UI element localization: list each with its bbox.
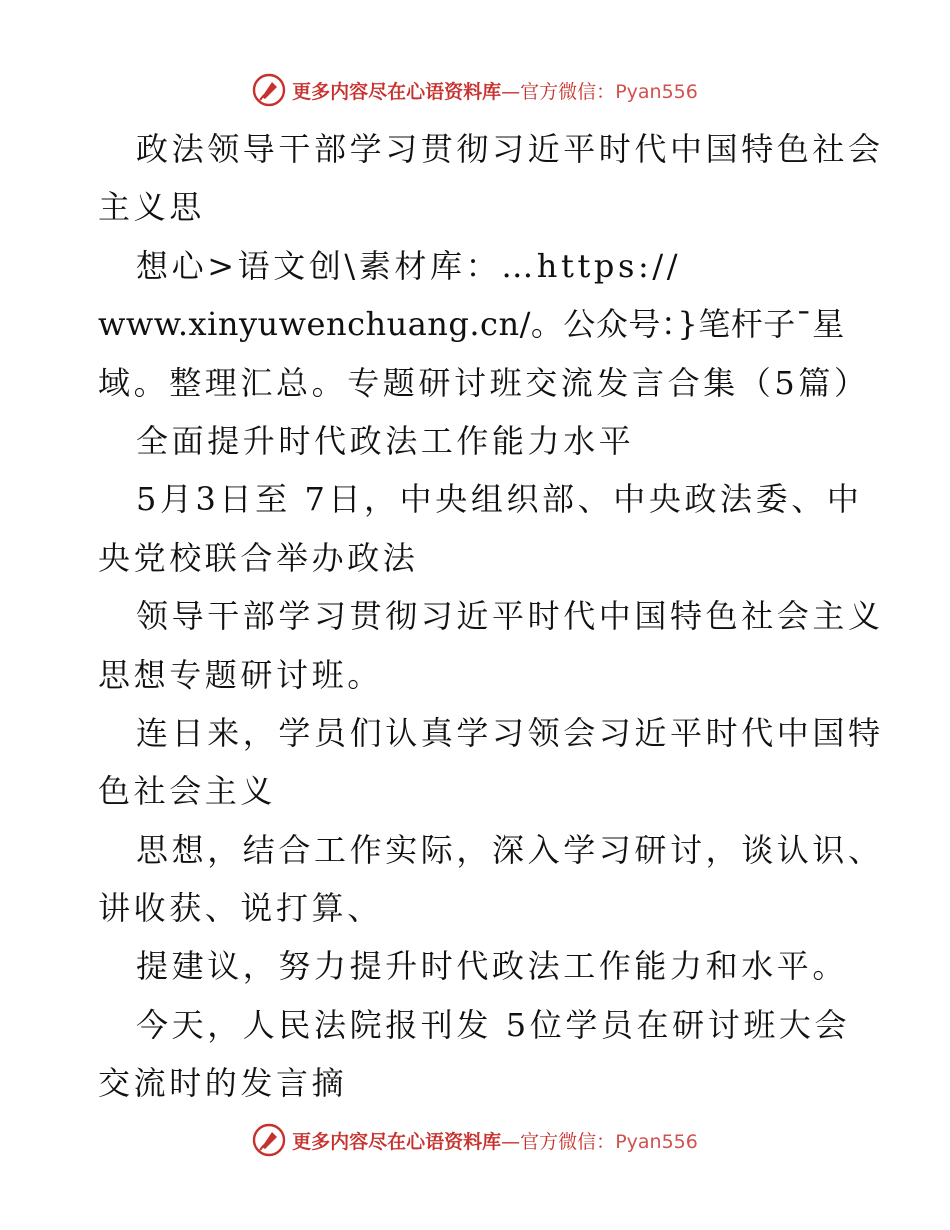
banner-brand: 更多内容尽在心语资料库 <box>292 80 502 103</box>
banner-wechat-label: 官方微信： <box>520 80 616 103</box>
text-line: 交流时的发言摘 <box>98 1064 348 1103</box>
header-banner-text <box>292 77 698 104</box>
text-line: 全面提升时代政法工作能力水平 <box>136 421 635 460</box>
text-line: www.xinyuwenchuang.cn/。公众号：}笔杆子¯星 <box>98 305 845 344</box>
banner-wechat-id: Pyan556 <box>615 1130 698 1153</box>
text-line: 今天，人民法院报刊发 5位学员在研讨班大会 <box>136 1005 851 1044</box>
text-line: 色社会主义 <box>98 772 277 811</box>
text-line: 思想，结合工作实际，深入学习研讨，谈认识、 <box>136 830 884 869</box>
banner-separator: — <box>501 1130 521 1153</box>
text-line: 域。整理汇总。专题研讨班交流发言合集（5篇） <box>98 363 870 402</box>
text-line: 5月3日至 7日，中央组织部、中央政法委、中 <box>136 480 863 519</box>
document-body <box>98 120 884 1113</box>
text-line: 主义思 <box>98 188 205 227</box>
text-line: 领导干部学习贯彻习近平时代中国特色社会主义 <box>136 597 884 636</box>
footer-banner-text <box>292 1127 698 1154</box>
text-line: 央党校联合举办政法 <box>98 538 419 577</box>
text-line: 提建议，努力提升时代政法工作能力和水平。 <box>136 947 849 986</box>
text-line: 想心>语文创\素材库：…https:// <box>136 246 682 285</box>
footer-banner <box>0 1120 950 1160</box>
pen-nib-logo-icon <box>252 1123 286 1157</box>
text-line: 讲收获、说打算、 <box>98 889 383 928</box>
banner-wechat-id: Pyan556 <box>615 80 698 103</box>
banner-separator: — <box>501 80 521 103</box>
header-banner <box>0 70 950 110</box>
banner-brand: 更多内容尽在心语资料库 <box>292 1130 502 1153</box>
pen-nib-logo-icon <box>252 73 286 107</box>
text-line: 政法领导干部学习贯彻习近平时代中国特色社会 <box>136 130 884 168</box>
text-line: 思想专题研讨班。 <box>98 655 383 694</box>
text-line: 连日来，学员们认真学习领会习近平时代中国特 <box>136 713 884 752</box>
banner-wechat-label: 官方微信： <box>520 1130 616 1153</box>
